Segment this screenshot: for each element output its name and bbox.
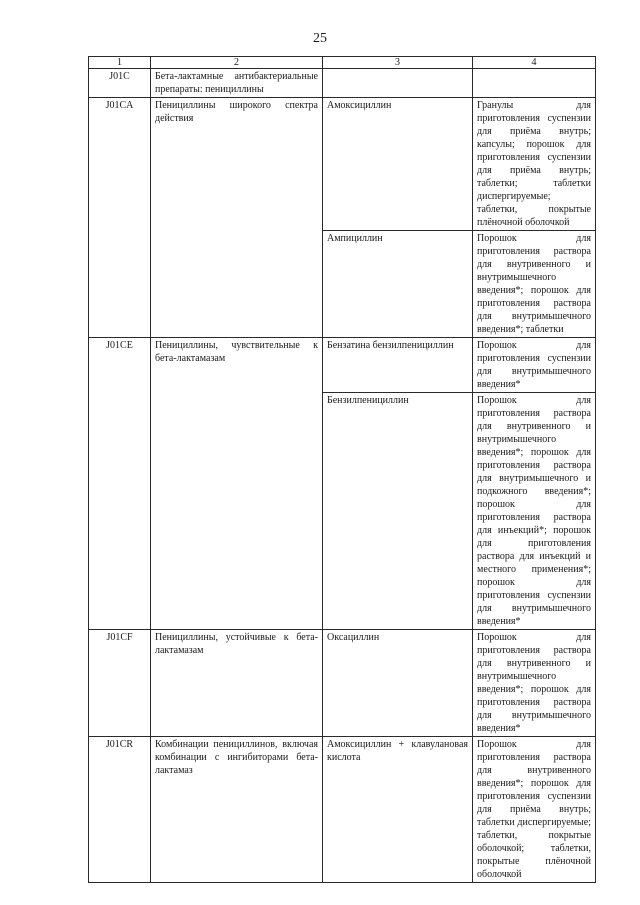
drug-name: Амоксициллин	[323, 98, 473, 231]
drug-name	[323, 69, 473, 98]
dosage-form: Порошок для приготовления раствора для внутривенного и внутримышечного введения*; порошок для приготовления раствора для внутримышечного и подкожного введения*; порошок для приготовления раствора для инъекций*; порошок для приготовления раствора для инъекций и местного применения*; порошок для приготовления суспензии для внутримышечного введения*	[473, 393, 596, 630]
group-description: Бета-лактамные антибактериальные препараты: пенициллины	[151, 69, 323, 98]
drug-name: Оксациллин	[323, 630, 473, 737]
atc-code: J01CR	[89, 737, 151, 883]
page-number: 25	[313, 31, 327, 46]
dosage-form: Порошок для приготовления суспензии для внутримышечного введения*	[473, 338, 596, 393]
atc-code: J01CF	[89, 630, 151, 737]
group-description: Пенициллины, чувствительные к бета-лактамазам	[151, 338, 323, 630]
drug-name: Бензилпенициллин	[323, 393, 473, 630]
table-row	[89, 69, 596, 98]
column-header-1: 1	[89, 57, 151, 69]
header-row	[89, 57, 596, 69]
column-header-2: 2	[151, 57, 323, 69]
table-row	[89, 98, 596, 231]
drug-name: Бензатина бензилпенициллин	[323, 338, 473, 393]
group-description: Пенициллины, устойчивые к бета-лактамазам	[151, 630, 323, 737]
drug-name: Ампициллин	[323, 231, 473, 338]
drug-name: Амоксициллин + клавулановая кислота	[323, 737, 473, 883]
atc-code: J01CA	[89, 98, 151, 338]
dosage-form: Порошок для приготовления раствора для внутривенного и внутримышечного введения*; порошок для приготовления раствора для внутримышечного введения*	[473, 630, 596, 737]
column-header-3: 3	[323, 57, 473, 69]
table-row	[89, 338, 596, 393]
group-description: Пенициллины широкого спектра действия	[151, 98, 323, 338]
drug-table	[88, 56, 596, 883]
atc-code: J01CE	[89, 338, 151, 630]
table-row	[89, 630, 596, 737]
table-row	[89, 737, 596, 883]
group-description: Комбинации пенициллинов, включая комбинации с ингибиторами бета-лактамаз	[151, 737, 323, 883]
atc-code: J01C	[89, 69, 151, 98]
dosage-form	[473, 69, 596, 98]
dosage-form: Гранулы для приготовления суспензии для приёма внутрь; капсулы; порошок для приготовления суспензии для приёма внутрь; таблетки; таблетки диспергируемые; таблетки, покрытые плёночной оболочкой	[473, 98, 596, 231]
dosage-form: Порошок для приготовления раствора для внутривенного и внутримышечного введения*; порошок для приготовления раствора для внутримышечного введения*; таблетки	[473, 231, 596, 338]
column-header-4: 4	[473, 57, 596, 69]
dosage-form: Порошок для приготовления раствора для внутривенного введения*; порошок для приготовления суспензии для приёма внутрь; таблетки диспергируемые; таблетки, покрытые оболочкой; таблетки, покрытые плёночной оболочкой	[473, 737, 596, 883]
